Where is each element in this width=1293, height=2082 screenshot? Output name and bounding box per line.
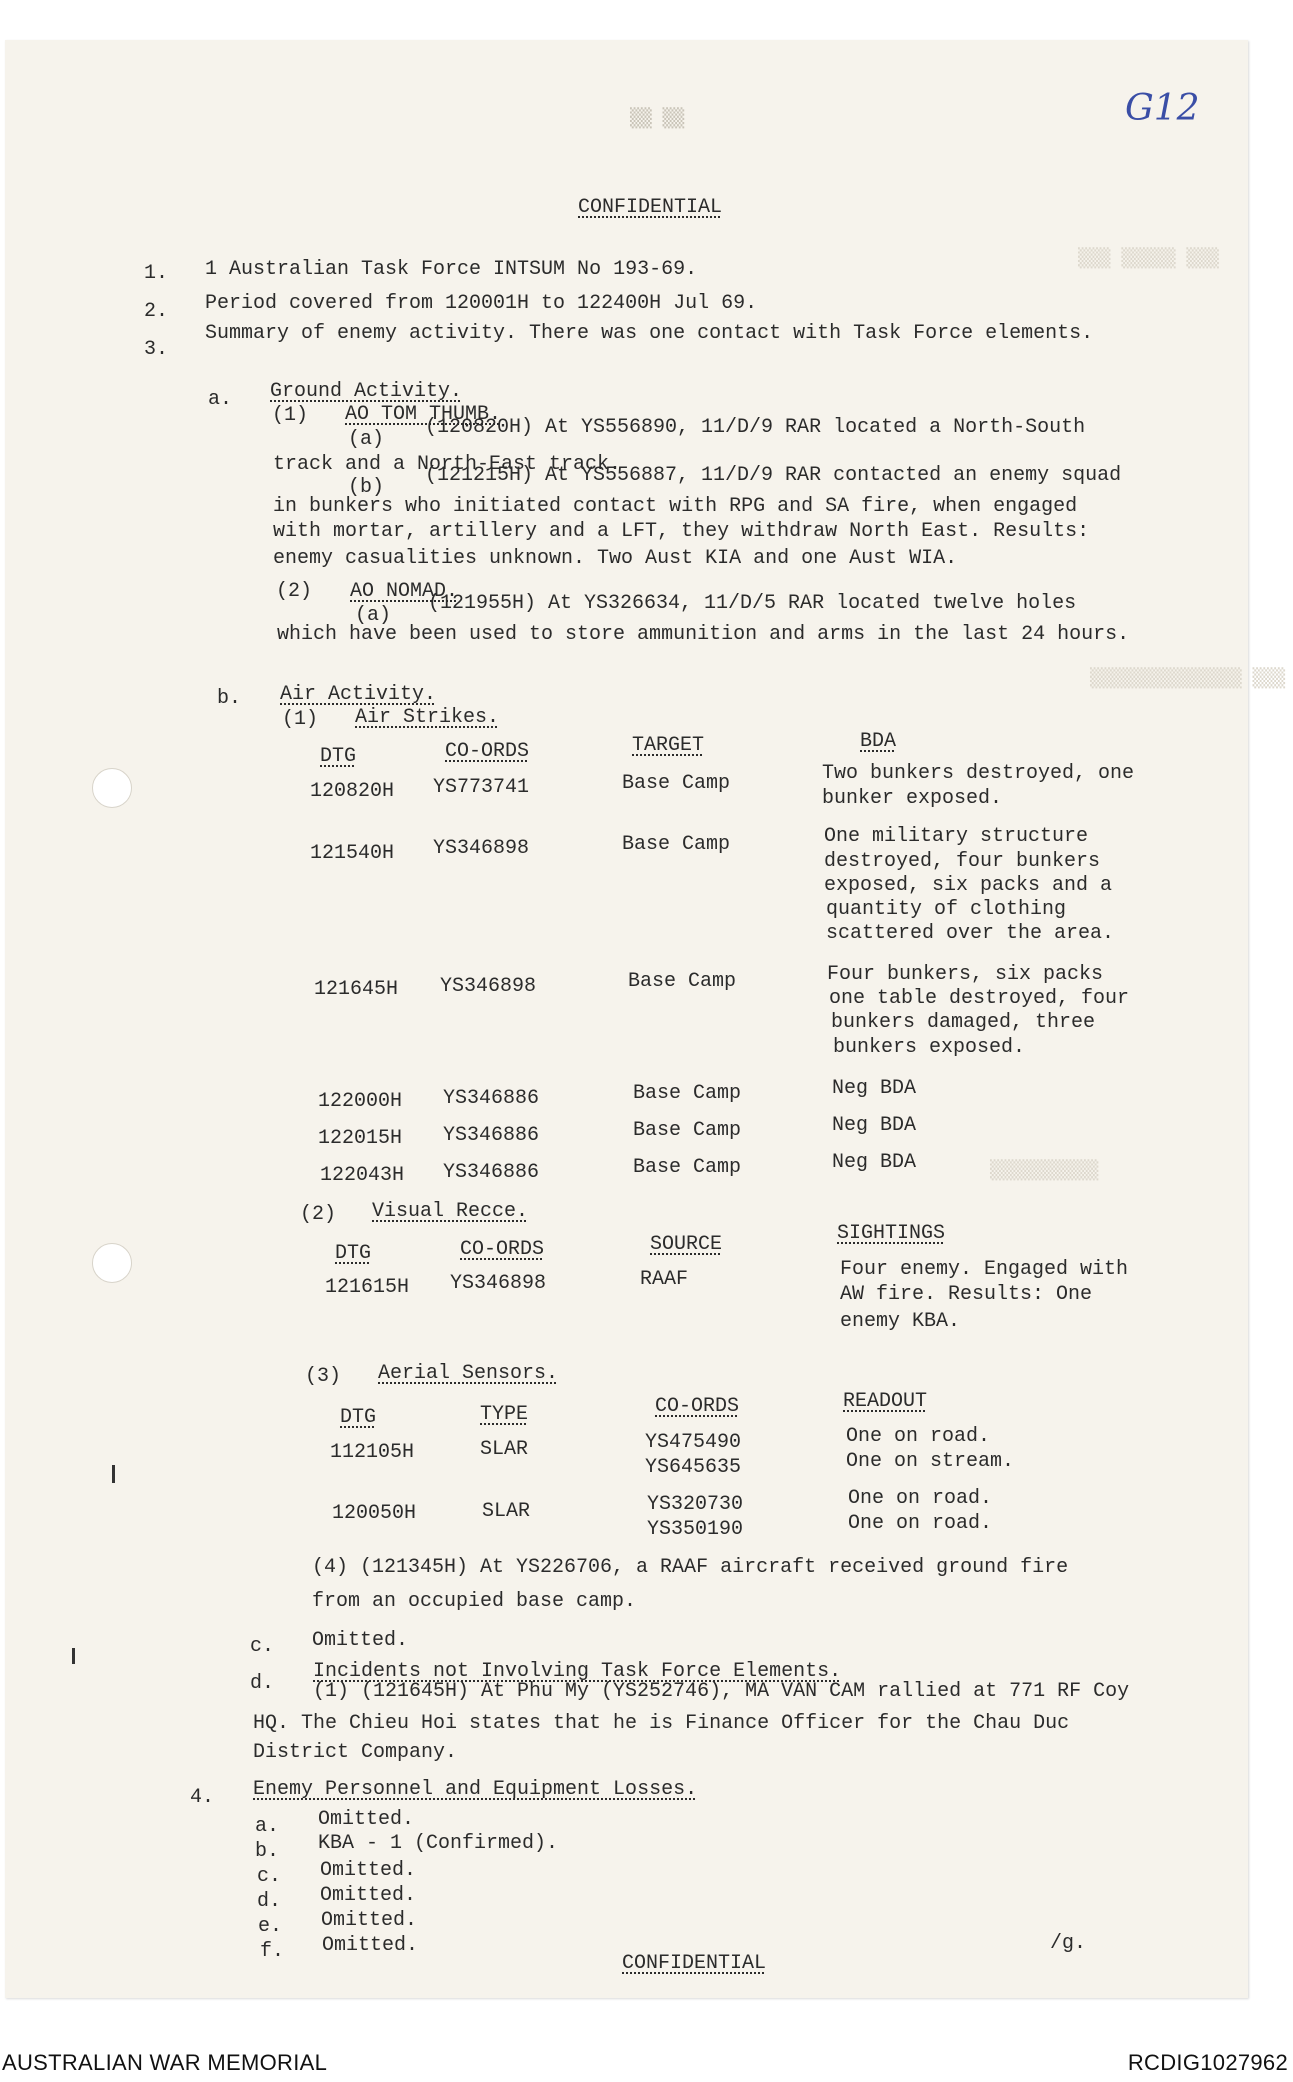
column-header: CO-ORDS	[655, 1395, 740, 1418]
strike-dtg: 122000H	[318, 1090, 403, 1113]
strike-dtg: 121645H	[314, 978, 399, 1001]
column-header: SIGHTINGS	[837, 1222, 946, 1245]
strike-dtg: 120820H	[310, 780, 395, 803]
sensor-readout: One on road.	[848, 1512, 993, 1535]
paragraph-text: (1) (121645H) At Phu My (YS252746), MA VAN CAM rallied at 771 RF Coy	[313, 1680, 1130, 1703]
sensor-dtg: 120050H	[332, 1502, 417, 1525]
continuation-mark: /g.	[1050, 1932, 1087, 1955]
strike-bda: Neg BDA	[832, 1114, 917, 1137]
recce-source: RAAF	[640, 1268, 689, 1291]
strike-dtg: 122043H	[320, 1164, 405, 1187]
recce-dtg: 121615H	[325, 1276, 410, 1299]
strike-coords: YS773741	[433, 776, 530, 799]
sensor-coords: YS475490	[645, 1431, 742, 1454]
subitem-letter: c.	[250, 1635, 275, 1658]
paragraph-text: track and a North-East track.	[273, 453, 622, 476]
footer-record-id: RCDIG1027962	[1127, 2050, 1288, 2075]
strike-dtg: 121540H	[310, 842, 395, 865]
punch-hole-top	[92, 768, 132, 808]
item-number: 1.	[144, 262, 169, 285]
loss-letter: a.	[255, 1815, 280, 1838]
strike-bda: destroyed, four bunkers	[824, 850, 1101, 873]
sensor-coords: YS320730	[647, 1493, 744, 1516]
recce-sightings: enemy KBA.	[840, 1310, 961, 1333]
paragraph-text: Omitted.	[312, 1629, 409, 1652]
column-header: DTG	[340, 1406, 377, 1429]
paragraph-text: District Company.	[253, 1741, 458, 1764]
strike-dtg: 122015H	[318, 1127, 403, 1150]
reverse-bleed-text: ▒▒▒▒▒▒▒▒▒▒▒▒▒▒ ▒▒▒	[1090, 668, 1286, 689]
subitem-letter: b.	[217, 687, 242, 710]
footer-archive-name: AUSTRALIAN WAR MEMORIAL	[2, 2050, 328, 2075]
loss-text: Omitted.	[320, 1859, 417, 1882]
loss-text: KBA - 1 (Confirmed).	[318, 1832, 559, 1855]
item-number: 2.	[144, 300, 169, 323]
reverse-bleed-text: ▒▒▒ ▒▒▒▒▒ ▒▒▒	[1078, 248, 1219, 269]
column-header: CO-ORDS	[445, 740, 530, 763]
strike-coords: YS346898	[433, 837, 530, 860]
paragraph-text: which have been used to store ammunition and arms in the last 24 hours.	[277, 623, 1130, 646]
strike-bda: quantity of clothing	[826, 898, 1067, 921]
sensor-type: SLAR	[482, 1500, 531, 1523]
strike-bda: scattered over the area.	[826, 922, 1115, 945]
sensor-coords: YS645635	[645, 1456, 742, 1479]
strike-coords: YS346886	[443, 1087, 540, 1110]
column-header: DTG	[335, 1242, 372, 1265]
loss-text: Omitted.	[322, 1934, 419, 1957]
paragraph-text: with mortar, artillery and a LFT, they withdraw North East. Results:	[273, 520, 1090, 543]
classification-top: CONFIDENTIAL	[578, 196, 723, 219]
strike-bda: one table destroyed, four	[829, 987, 1130, 1010]
sensor-readout: One on road.	[846, 1425, 991, 1448]
sub-number: (2)	[276, 580, 313, 603]
column-header: SOURCE	[650, 1233, 723, 1256]
item-text: Period covered from 120001H to 122400H Jul 69.	[205, 292, 758, 315]
column-header: TARGET	[632, 734, 705, 757]
ink-mark	[72, 1648, 75, 1664]
sub-heading: Air Strikes.	[355, 706, 500, 729]
strike-target: Base Camp	[633, 1082, 742, 1105]
area-heading: AO NOMAD.	[350, 580, 459, 603]
recce-coords: YS346898	[450, 1272, 547, 1295]
strike-target: Base Camp	[622, 833, 731, 856]
sub-number: (1)	[272, 404, 309, 427]
subitem-letter: a.	[208, 388, 233, 411]
paragraph-text: (121955H) At YS326634, 11/D/5 RAR located twelve holes	[428, 592, 1077, 615]
loss-letter: c.	[257, 1865, 282, 1888]
column-header: BDA	[860, 730, 897, 753]
classification-bottom: CONFIDENTIAL	[622, 1952, 767, 1975]
loss-letter: e.	[258, 1915, 283, 1938]
strike-bda: Neg BDA	[832, 1077, 917, 1100]
recce-sightings: Four enemy. Engaged with	[840, 1258, 1129, 1281]
paragraph-text: from an occupied base camp.	[312, 1590, 637, 1613]
strike-bda: exposed, six packs and a	[824, 874, 1113, 897]
column-header: READOUT	[843, 1390, 928, 1413]
strike-coords: YS346886	[443, 1124, 540, 1147]
column-header: CO-ORDS	[460, 1238, 545, 1261]
sensor-readout: One on road.	[848, 1487, 993, 1510]
section-heading: Enemy Personnel and Equipment Losses.	[253, 1778, 698, 1801]
subitem-letter: d.	[250, 1672, 275, 1695]
item-text: Summary of enemy activity. There was one contact with Task Force elements.	[205, 322, 1094, 345]
paragraph-text: enemy casualities unknown. Two Aust KIA and one Aust WIA.	[273, 547, 958, 570]
strike-bda: Two bunkers destroyed, one	[822, 762, 1135, 785]
recce-sightings: AW fire. Results: One	[840, 1283, 1093, 1306]
loss-text: Omitted.	[320, 1884, 417, 1907]
reverse-bleed-text: ▒▒▒▒▒▒▒▒▒▒	[990, 1160, 1099, 1181]
strike-bda: Neg BDA	[832, 1151, 917, 1174]
sub-number: (3)	[305, 1365, 342, 1388]
reference-mark: G12	[1125, 88, 1200, 129]
paragraph-text: HQ. The Chieu Hoi states that he is Finance Officer for the Chau Duc	[253, 1712, 1070, 1735]
loss-text: Omitted.	[318, 1808, 415, 1831]
item-number: 4.	[190, 1786, 215, 1809]
strike-target: Base Camp	[633, 1156, 742, 1179]
section-heading: Incidents not Involving Task Force Elements.	[313, 1660, 842, 1683]
strike-target: Base Camp	[628, 970, 737, 993]
section-heading: Air Activity.	[280, 683, 437, 706]
strike-coords: YS346898	[440, 975, 537, 998]
paragraph-label: (a)	[355, 604, 392, 627]
paragraph-text: in bunkers who initiated contact with RPG and SA fire, when engaged	[273, 495, 1078, 518]
paragraph-label: (b)	[348, 476, 385, 499]
sensor-type: SLAR	[480, 1438, 529, 1461]
column-header: DTG	[320, 745, 357, 768]
loss-letter: d.	[257, 1890, 282, 1913]
strike-bda: One military structure	[824, 825, 1089, 848]
sensor-coords: YS350190	[647, 1518, 744, 1541]
sub-heading: Aerial Sensors.	[378, 1362, 559, 1385]
paragraph-text: (121215H) At YS556887, 11/D/9 RAR contacted an enemy squad	[425, 464, 1122, 487]
paragraph-text: (120820H) At YS556890, 11/D/9 RAR located a North-South	[425, 416, 1086, 439]
sensor-readout: One on stream.	[846, 1450, 1015, 1473]
sub-heading: Visual Recce.	[372, 1200, 529, 1223]
item-text: 1 Australian Task Force INTSUM No 193-69.	[205, 258, 698, 281]
section-heading: Ground Activity.	[270, 380, 463, 403]
area-heading: AO TOM THUMB.	[345, 403, 502, 426]
faint-stamp: ▒▒ ▒▒	[630, 108, 685, 129]
sub-number: (1)	[282, 708, 319, 731]
loss-letter: b.	[255, 1840, 280, 1863]
punch-hole-bottom	[92, 1243, 132, 1283]
ink-mark	[112, 1465, 115, 1483]
paragraph-text: (4) (121345H) At YS226706, a RAAF aircraft received ground fire	[312, 1556, 1069, 1579]
column-header: TYPE	[480, 1403, 529, 1426]
item-number: 3.	[144, 338, 169, 361]
strike-bda: bunkers damaged, three	[831, 1011, 1096, 1034]
strike-bda: bunker exposed.	[822, 787, 1003, 810]
strike-bda: bunkers exposed.	[833, 1036, 1026, 1059]
loss-letter: f.	[260, 1940, 285, 1963]
strike-bda: Four bunkers, six packs	[827, 963, 1104, 986]
strike-coords: YS346886	[443, 1161, 540, 1184]
paragraph-label: (a)	[348, 428, 385, 451]
sub-number: (2)	[300, 1203, 337, 1226]
strike-target: Base Camp	[633, 1119, 742, 1142]
sensor-dtg: 112105H	[330, 1441, 415, 1464]
loss-text: Omitted.	[321, 1909, 418, 1932]
strike-target: Base Camp	[622, 772, 731, 795]
